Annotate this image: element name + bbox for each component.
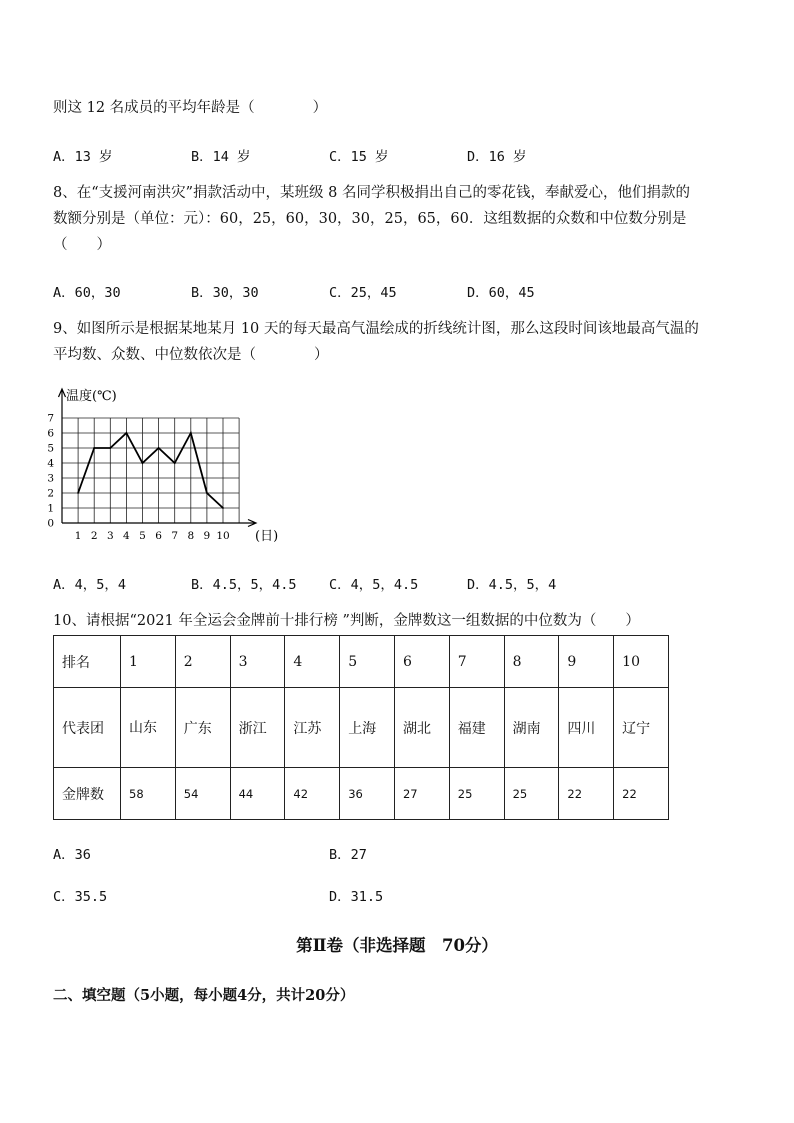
- team-cell: 福建: [449, 688, 504, 768]
- gold-cell: 22: [614, 768, 669, 820]
- rank-cell: 1: [121, 636, 176, 688]
- rank-cell: 2: [175, 636, 230, 688]
- chart-ytick-label: 1: [47, 502, 54, 515]
- row-label-rank: 排名: [54, 636, 121, 688]
- team-cell: 辽宁: [614, 688, 669, 768]
- chart-ytick-label: 7: [47, 412, 54, 425]
- part2-title: 第Ⅱ卷（非选择题 70分）: [296, 936, 498, 955]
- chart-ytick-label: 5: [47, 442, 54, 455]
- q8-choice-c: C．25，45: [329, 285, 397, 301]
- gold-cell: 25: [504, 768, 559, 820]
- rank-cell: 7: [449, 636, 504, 688]
- team-cell: 四川: [559, 688, 614, 768]
- q10-choice-c: C．35.5: [53, 889, 108, 905]
- chart-xtick-label: 7: [171, 530, 179, 542]
- chart-xlabel: (日): [255, 529, 279, 544]
- q7-choice-d: D．16 岁: [467, 149, 527, 165]
- q7-choice-c: C．15 岁: [329, 149, 389, 165]
- q9-choice-c: C．4，5，4.5: [329, 577, 419, 593]
- chart-xtick-label: 6: [155, 530, 162, 542]
- table-row-gold: [54, 768, 669, 820]
- q10-choice-a: A．36: [53, 847, 91, 863]
- q10-line1: 10、请根据“2021 年全运会金牌前十排行榜 ”判断，金牌数这一组数据的中位数为（ ）: [53, 613, 640, 629]
- q9-choice-b: B．4.5，5，4.5: [191, 577, 297, 593]
- chart-ytick-label: 0: [47, 517, 54, 530]
- chart-xtick-label: 4: [123, 530, 130, 542]
- table-row-team: [54, 688, 669, 768]
- rank-cell: 8: [504, 636, 559, 688]
- gold-cell: 58: [121, 768, 176, 820]
- chart-series-line: [78, 433, 223, 508]
- chart-xtick-label: 3: [106, 530, 114, 542]
- q9-choice-a: A．4，5，4: [53, 577, 127, 593]
- chart-xtick-label: 10: [216, 530, 230, 542]
- gold-cell: 27: [394, 768, 449, 820]
- temperature-line-chart: [40, 380, 300, 550]
- gold-cell: 25: [449, 768, 504, 820]
- q8-line1: 8、在“支援河南洪灾”捐款活动中，某班级 8 名同学积极捐出自己的零花钱，奉献爱心，他们捐款的: [53, 185, 690, 201]
- rank-cell: 5: [340, 636, 395, 688]
- q9-choice-d: D．4.5，5，4: [467, 577, 557, 593]
- q8-choice-d: D．60，45: [467, 285, 535, 301]
- rank-cell: 10: [614, 636, 669, 688]
- chart-xtick-label: 5: [139, 530, 146, 542]
- rank-cell: 3: [230, 636, 285, 688]
- team-cell: 湖北: [394, 688, 449, 768]
- q7-choice-a: A．13 岁: [53, 149, 113, 165]
- row-label-gold: 金牌数: [54, 768, 121, 820]
- team-cell: 上海: [340, 688, 395, 768]
- gold-cell: 44: [230, 768, 285, 820]
- section2-title: 二、填空题（5小题，每小题4分，共计20分）: [53, 987, 355, 1004]
- rank-cell: 4: [285, 636, 340, 688]
- q8-choice-a: A．60，30: [53, 285, 121, 301]
- rank-cell: 9: [559, 636, 614, 688]
- q9-line2: 平均数、众数、中位数依次是（ ）: [53, 347, 329, 363]
- row-label-team: 代表团: [54, 688, 121, 768]
- q7-choice-b: B．14 岁: [191, 149, 251, 165]
- q10-choice-b: B．27: [329, 847, 367, 863]
- table-row-rank: [54, 636, 669, 688]
- team-cell: 江苏: [285, 688, 340, 768]
- team-cell: 浙江: [230, 688, 285, 768]
- gold-cell: 54: [175, 768, 230, 820]
- chart-xtick-label: 1: [74, 530, 82, 542]
- medal-ranking-table: [53, 635, 669, 820]
- chart-xtick-label: 2: [90, 530, 98, 542]
- chart-xtick-label: 8: [187, 530, 195, 542]
- rank-cell: 6: [394, 636, 449, 688]
- q8-line2: 数额分别是（单位：元）：60，25，60，30，30，25，65，60．这组数据的众数和中位数分别是: [53, 211, 687, 227]
- chart-ytick-label: 6: [47, 427, 54, 440]
- q10-choice-d: D．31.5: [329, 889, 384, 905]
- team-cell: 山东: [121, 688, 176, 768]
- chart-ytick-label: 3: [47, 472, 54, 485]
- q9-line1: 9、如图所示是根据某地某月 10 天的每天最高气温绘成的折线统计图，那么这段时间该地最高气温的: [53, 321, 699, 337]
- chart-ytick-label: 4: [47, 457, 54, 470]
- q7-text: 则这 12 名成员的平均年龄是（ ）: [53, 100, 328, 116]
- chart-ytick-label: 2: [47, 487, 54, 500]
- q8-line3: （ ）: [53, 237, 111, 253]
- team-cell: 广东: [175, 688, 230, 768]
- chart-xtick-label: 9: [203, 530, 211, 542]
- gold-cell: 36: [340, 768, 395, 820]
- gold-cell: 42: [285, 768, 340, 820]
- team-cell: 湖南: [504, 688, 559, 768]
- chart-ylabel: 温度(℃): [66, 389, 117, 404]
- q8-choice-b: B．30，30: [191, 285, 259, 301]
- gold-cell: 22: [559, 768, 614, 820]
